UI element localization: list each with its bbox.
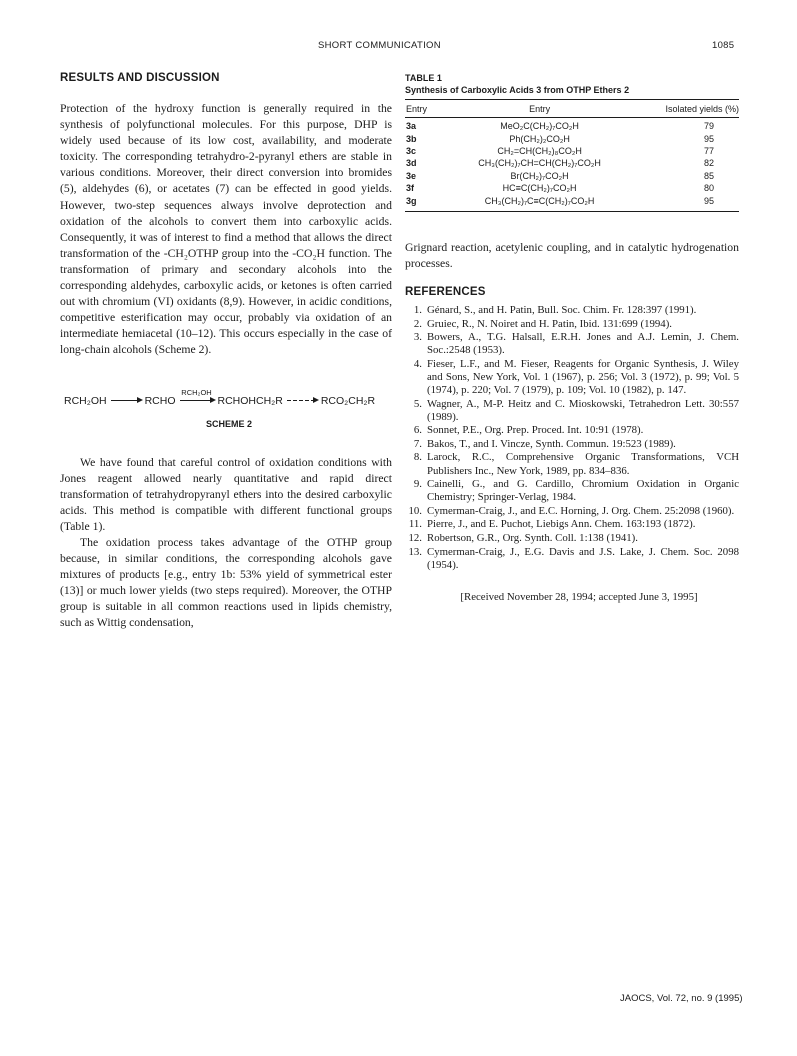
reference-number: 3. [413,331,422,344]
left-column [60,72,392,632]
reference-text: Fieser, L.F., and M. Fieser, Reagents for Organic Synthesis, J. Wiley and Sons, New York, Vol. 1 (1967), p. 256; Vol. 3 (1972), p. 99; Vol. 5 (1974), p. 220; Vol. 7 (1979), p. 109; Vol. 10 (1982), p. 147. [427,357,739,396]
table-title: Synthesis of Carboxylic Acids 3 from OTHP Ethers 2 [405,85,630,95]
results-paragraph-3: The oxidation process takes advantage of the OTHP group because, in similar conditions, the corresponding alcohols gave mixtures of products [e.g., entry 1b: 53% yield of symmetrical ester (13)] or much lower yields (two steps required). Moreover, the OTHP group is suitable in all common reactions used in lipids chemistry, such as Wittig condensation, [60,535,392,630]
reference-text: Génard, S., and H. Patin, Bull. Soc. Chim. Fr. 128:397 (1991). [427,303,697,316]
reference-number: 5. [413,397,422,410]
reference-number: 6. [413,424,422,437]
labeled-arrow-icon [180,388,214,401]
scheme-species-4: RCO₂CH₂R [320,394,376,407]
table-row [405,132,739,144]
isolated-yield: 85 [703,170,714,181]
reference-item [405,438,739,451]
scheme-label: SCHEME 2 [206,418,253,429]
compound-formula: MeO₂C(CH₂)₇CO₂H [500,121,579,132]
reference-item [405,331,739,357]
isolated-yield: 95 [703,195,714,206]
reference-number: 2. [413,317,422,330]
compound-formula: Ph(CH₂)₂CO₂H [509,133,570,144]
reference-text: Robertson, G.R., Org. Synth. Coll. 1:138 (1941). [427,532,638,545]
entry-id: 3e [406,170,417,181]
reference-number: 13. [408,545,422,558]
entry-id: 3b [406,133,417,144]
reference-text: Cymerman-Craig, J., E.G. Davis and J.S. Lake, J. Chem. Soc. 2098 (1954). [427,545,739,571]
running-title: SHORT COMMUNICATION [318,40,441,51]
references-list [405,304,739,572]
references-heading: REFERENCES [405,285,486,298]
reference-text: Cainelli, G., and G. Cardillo, Chromium Oxidation in Organic Chemistry; Springer-Verlag, 1984. [427,478,739,504]
column-header-compound: Entry [529,103,551,114]
column-header-yield: Isolated yields (%) [665,103,739,114]
compound-formula: CH₃(CH₂)₇C≡C(CH₂)₇CO₂H [484,195,595,206]
scheme-equation [64,388,376,407]
reference-item [405,532,739,545]
reference-number: 11. [408,518,422,531]
entry-id: 3g [406,195,417,206]
entry-id: 3c [406,145,417,156]
arrow-icon [111,400,141,401]
reference-text: Wagner, A., M-P. Heitz and C. Mioskowski, Tetrahedron Lett. 30:557 (1989). [427,397,739,423]
continued-paragraph: Grignard reaction, acetylenic coupling, and in catalytic hydrogenation processes. [405,240,739,270]
reference-text: Bakos, T., and I. Vincze, Synth. Commun. 19:523 (1989). [427,437,676,450]
table-row [405,170,739,182]
reference-item [405,358,739,397]
scheme-species-2: RCHO [144,394,176,407]
table-row [405,157,739,169]
reference-number: 1. [413,303,422,316]
isolated-yield: 95 [703,133,714,144]
table-label: TABLE 1 [405,73,442,83]
received-dates: [Received November 28, 1994; accepted June 3, 1995] [460,590,698,603]
reference-item [405,398,739,424]
reference-item [405,478,739,504]
reference-item [405,424,739,437]
reference-item [405,505,739,518]
reference-text: Gruiec, R., N. Noiret and H. Patin, Ibid. 131:699 (1994). [427,317,672,330]
running-header [0,40,797,54]
compound-formula: CH₂=CH(CH₂)₈CO₂H [497,145,582,156]
reference-text: Sonnet, P.E., Org. Prep. Proced. Int. 10:91 (1978). [427,424,644,437]
right-column [405,72,739,603]
isolated-yield: 80 [703,183,714,194]
reference-text: Pierre, J., and E. Puchot, Liebigs Ann. Chem. 163:193 (1872). [427,518,696,531]
page-number: 1085 [712,40,735,51]
results-heading: RESULTS AND DISCUSSION [60,72,220,84]
journal-footer: JAOCS, Vol. 72, no. 9 (1995) [620,993,743,1004]
results-paragraph-2: We have found that careful control of oxidation conditions with Jones reagent allowed nearly quantitative and rapid direct transformation of tetrahydropyranyl ethers into the desired carboxylic acids. This method is compatible with different functional groups (Table 1). [60,455,392,533]
reference-item [405,451,739,477]
reference-number: 7. [413,437,422,450]
scheme-species-1: RCH₂OH [64,394,107,407]
table-row [405,120,739,132]
reference-number: 8. [413,451,422,464]
column-header-entry: Entry [406,103,428,114]
table-header-row [405,100,739,118]
isolated-yield: 77 [703,145,714,156]
reference-item [405,304,739,317]
table-caption [405,72,739,96]
reference-number: 9. [413,478,422,491]
entry-id: 3d [406,158,417,169]
reference-number: 12. [408,532,422,545]
scheme-species-3: RCHOHCH₂R [217,394,283,407]
reference-text: Larock, R.C., Comprehensive Organic Transformations, VCH Publishers Inc., New York, 1989, pp. 834–836. [427,451,739,477]
reference-text: Cymerman-Craig, J., and E.C. Horning, J. Org. Chem. 25:2098 (1960). [427,504,735,517]
table-body [405,118,739,211]
isolated-yield: 79 [703,121,714,132]
table-row [405,182,739,194]
scheme-arrow-label: RCH₂OH [181,388,212,398]
dashed-arrow-icon [287,400,317,401]
table-row [405,194,739,206]
table-row [405,145,739,157]
reference-item [405,318,739,331]
reference-number: 10. [408,504,422,517]
compound-formula: CH₃(CH₂)₇CH=CH(CH₂)₇CO₂H [478,158,601,169]
reference-item [405,518,739,531]
compound-formula: HC≡C(CH₂)₇CO₂H [502,183,577,194]
isolated-yield: 82 [703,158,714,169]
reference-number: 4. [413,357,422,370]
reference-item [405,546,739,572]
compound-formula: Br(CH₂)₇CO₂H [510,170,569,181]
results-paragraph-1: Protection of the hydroxy function is generally required in the synthesis of polyfunctional molecules. For this purpose, DHP is widely used because of its low cost, availability, and moderate toxicity. The corresponding tetrahydro-2-pyranyl ethers are stable in various conditions. Moreover, their direct conversion into bromides (5), aldehydes (6), or acetates (7) can be effected in good yields. However, two-step sequences always involve deprotection and oxidation of the alcohols to convert them into carboxylic acids. Consequently, it was of interest to find a method that allows the direct transformation of the -CH₂OTHP group into the -CO₂H function. The transformation of primary and secondary alcohols into the corresponding aldehydes, carboxylic acids, or ketones is often carried out with chromium (VI) oxidants (8,9). However, in acidic conditions, competitive esterification may occur, probably via oxidation of an intermediate hemiacetal (10–12). This occurs especially in the case of long-chain alcohols (Scheme 2). [60,102,392,357]
entry-id: 3f [406,183,415,194]
reference-text: Bowers, A., T.G. Halsall, E.R.H. Jones and A.J. Lemin, J. Chem. Soc.:2548 (1953). [427,331,739,357]
data-table [405,99,739,212]
entry-id: 3a [406,121,417,132]
scheme-2 [60,377,392,429]
